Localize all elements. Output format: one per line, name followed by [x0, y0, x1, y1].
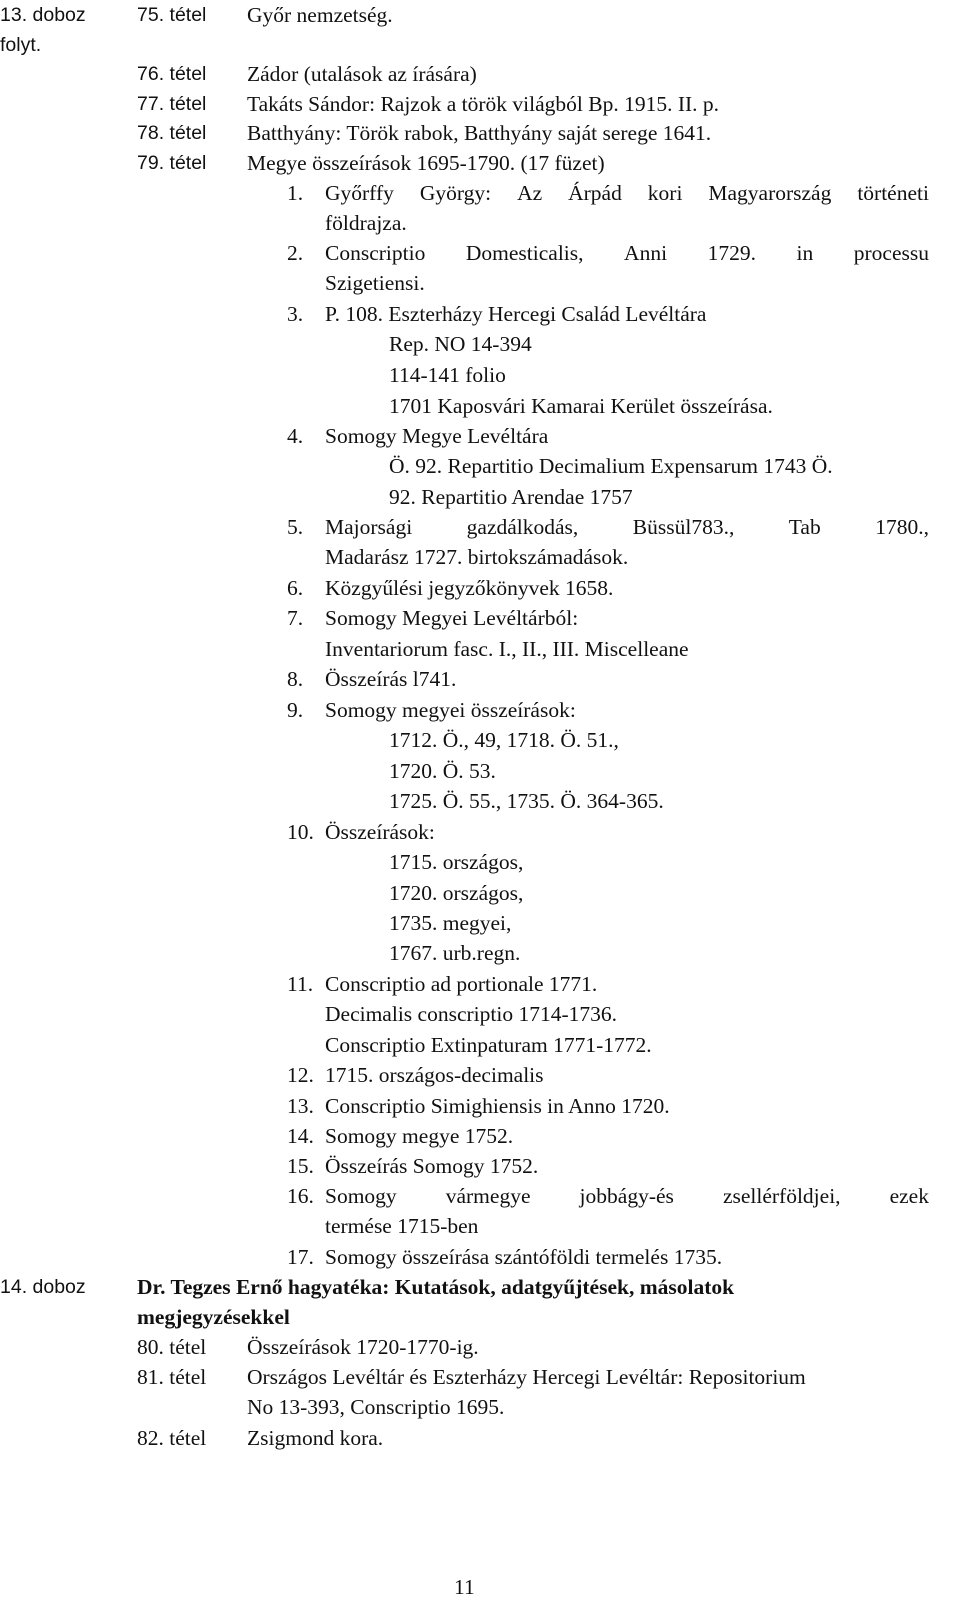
- sub-item-6-text: Közgyűlési jegyzőkönyvek 1658.: [325, 576, 614, 600]
- sub-item-5-number: 5.: [287, 515, 304, 539]
- sub-item-17-text: Somogy összeírása szántóföldi termelés 1735.: [325, 1245, 723, 1269]
- sub-item-10-text: Összeírások:: [325, 820, 435, 844]
- page-number: 11: [454, 1575, 475, 1599]
- sub-item-12-number: 12.: [287, 1063, 314, 1087]
- item-82-number: 82. tétel: [137, 1426, 207, 1450]
- sub-item-16-text-cont: termése 1715-ben: [325, 1214, 479, 1238]
- sub-item-2-text-cont: Szigetiensi.: [325, 271, 425, 295]
- sub-item-4-line-1: Ö. 92. Repartitio Decimalium Expensarum 1743 Ö.: [389, 454, 833, 478]
- sub-item-11-line-1: Decimalis conscriptio 1714-1736.: [325, 1002, 617, 1026]
- sub-item-5-text: Majorsági gazdálkodás, Büssül783., Tab 1780.,: [325, 515, 929, 539]
- sub-item-7-text: Somogy Megyei Levéltárból:: [325, 606, 579, 630]
- sub-item-11-line-2: Conscriptio Extinpaturam 1771-1772.: [325, 1033, 652, 1057]
- item-75-text: Győr nemzetség.: [247, 3, 393, 27]
- sub-item-7-line-1: Inventariorum fasc. I., II., III. Miscelleane: [325, 637, 689, 661]
- sub-item-1-number: 1.: [287, 181, 304, 205]
- item-81-text-cont: No 13-393, Conscriptio 1695.: [247, 1395, 505, 1419]
- item-77-text: Takáts Sándor: Rajzok a török világból Bp. 1915. II. p.: [247, 92, 720, 116]
- box-13-label: 13. doboz: [0, 4, 86, 26]
- sub-item-8-number: 8.: [287, 667, 304, 691]
- item-78-number: 78. tétel: [137, 122, 207, 144]
- item-76-number: 76. tétel: [137, 63, 207, 85]
- item-81-text: Országos Levéltár és Eszterházy Hercegi Levéltár: Repositorium: [247, 1365, 806, 1389]
- sub-item-16-number: 16.: [287, 1184, 314, 1208]
- sub-item-4-text: Somogy Megye Levéltára: [325, 424, 549, 448]
- item-79-text: Megye összeírások 1695-1790. (17 füzet): [247, 151, 605, 175]
- sub-item-15-text: Összeírás Somogy 1752.: [325, 1154, 539, 1178]
- sub-item-4-number: 4.: [287, 424, 304, 448]
- sub-item-6-number: 6.: [287, 576, 304, 600]
- item-78-text: Batthyány: Török rabok, Batthyány saját serege 1641.: [247, 121, 712, 145]
- sub-item-13-number: 13.: [287, 1094, 314, 1118]
- sub-item-9-line-1: 1712. Ö., 49, 1718. Ö. 51.,: [389, 728, 619, 752]
- sub-item-16-text: Somogy vármegye jobbágy-és zsellérföldjei, ezek: [325, 1184, 929, 1208]
- item-82-text: Zsigmond kora.: [247, 1426, 384, 1450]
- sub-item-14-number: 14.: [287, 1124, 314, 1148]
- sub-item-11-text: Conscriptio ad portionale 1771.: [325, 972, 598, 996]
- box-14-label: 14. doboz: [0, 1276, 86, 1298]
- item-76-text: Zádor (utalások az írására): [247, 62, 477, 86]
- item-81-number: 81. tétel: [137, 1365, 207, 1389]
- sub-item-3-line-1: Rep. NO 14-394: [389, 332, 532, 356]
- sub-item-14-text: Somogy megye 1752.: [325, 1124, 514, 1148]
- sub-item-3-number: 3.: [287, 302, 304, 326]
- sub-item-11-number: 11.: [287, 972, 314, 996]
- sub-item-8-text: Összeírás l741.: [325, 667, 457, 691]
- sub-item-9-number: 9.: [287, 698, 304, 722]
- sub-item-9-line-2: 1720. Ö. 53.: [389, 759, 496, 783]
- item-79-number: 79. tétel: [137, 152, 207, 174]
- box-14-heading: Dr. Tegzes Ernő hagyatéka: Kutatások, adatgyűjtések, másolatok: [137, 1275, 735, 1299]
- sub-item-1-text: Győrffy György: Az Árpád kori Magyarország történeti: [325, 181, 929, 205]
- sub-item-2-text: Conscriptio Domesticalis, Anni 1729. in processu: [325, 241, 929, 265]
- item-80-number: 80. tétel: [137, 1335, 207, 1359]
- box-13-continued-label: folyt.: [0, 34, 42, 56]
- sub-item-9-text: Somogy megyei összeírások:: [325, 698, 576, 722]
- sub-item-10-line-1: 1715. országos,: [389, 850, 524, 874]
- sub-item-10-line-3: 1735. megyei,: [389, 911, 512, 935]
- item-75-number: 75. tétel: [137, 4, 207, 26]
- sub-item-10-number: 10.: [287, 820, 314, 844]
- sub-item-4-line-2: 92. Repartitio Arendae 1757: [389, 485, 633, 509]
- sub-item-1-text-cont: földrajza.: [325, 211, 407, 235]
- item-80-text: Összeírások 1720-1770-ig.: [247, 1335, 479, 1359]
- sub-item-3-line-2: 114-141 folio: [389, 363, 506, 387]
- box-14-heading-cont: megjegyzésekkel: [137, 1305, 290, 1329]
- sub-item-5-text-cont: Madarász 1727. birtokszámadások.: [325, 545, 629, 569]
- sub-item-15-number: 15.: [287, 1154, 314, 1178]
- sub-item-10-line-4: 1767. urb.regn.: [389, 941, 521, 965]
- sub-item-12-text: 1715. országos-decimalis: [325, 1063, 544, 1087]
- sub-item-9-line-3: 1725. Ö. 55., 1735. Ö. 364-365.: [389, 789, 664, 813]
- sub-item-17-number: 17.: [287, 1245, 314, 1269]
- item-77-number: 77. tétel: [137, 93, 207, 115]
- sub-item-3-text: P. 108. Eszterházy Hercegi Család Levéltára: [325, 302, 707, 326]
- sub-item-7-number: 7.: [287, 606, 304, 630]
- sub-item-2-number: 2.: [287, 241, 304, 265]
- sub-item-3-line-3: 1701 Kaposvári Kamarai Kerület összeírása.: [389, 394, 773, 418]
- sub-item-13-text: Conscriptio Simighiensis in Anno 1720.: [325, 1094, 670, 1118]
- sub-item-10-line-2: 1720. országos,: [389, 881, 524, 905]
